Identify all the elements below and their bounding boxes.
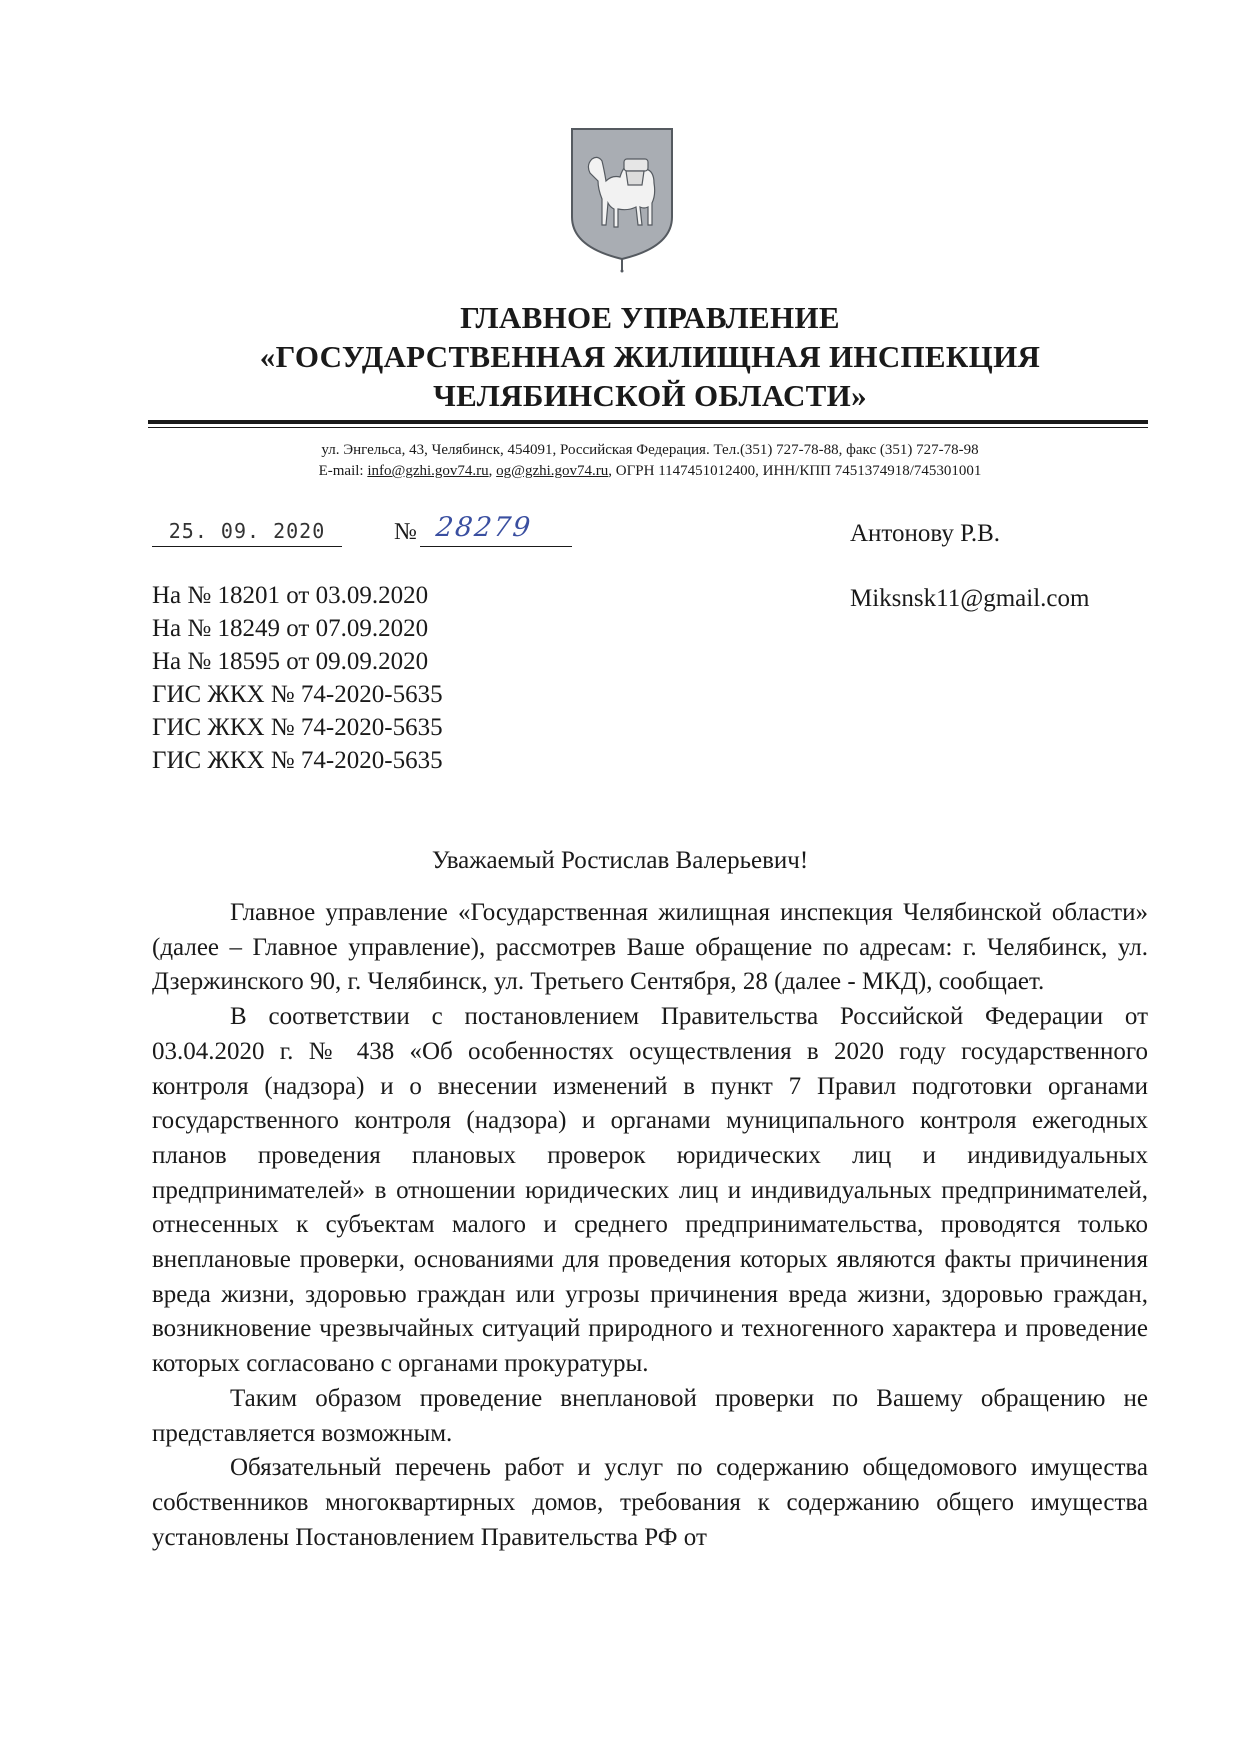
outgoing-date-field	[152, 516, 342, 547]
body-paragraph: Главное управление «Государственная жилищная инспекция Челябинской области» (далее – Главное управление), рассмотрев Ваше обращение по адресам: г. Челябинск, ул. Дзержинского 90, г. Челябинск, ул. Третьего Сентября, 28 (далее - МКД), сообщает.	[152, 899, 1148, 996]
email-link-og[interactable]: og@gzhi.gov74.ru	[496, 463, 609, 479]
outgoing-number-sign: №	[394, 519, 417, 545]
email-link-info[interactable]: info@gzhi.gov74.ru	[367, 463, 489, 479]
registration-ids: , ОГРН 1147451012400, ИНН/КПП 7451374918/745301001	[608, 463, 982, 479]
org-title-line2: «ГОСУДАРСТВЕННАЯ ЖИЛИЩНАЯ ИНСПЕКЦИЯ	[259, 339, 1041, 374]
body-paragraph: Таким образом проведение внеплановой проверки по Вашему обращению не представляется возможным.	[152, 1384, 1148, 1447]
camel-coat-of-arms-icon	[568, 125, 676, 273]
letter-body	[152, 896, 1148, 1555]
reference-item: На № 18249 от 07.09.2020	[152, 615, 429, 642]
outgoing-number-field	[420, 510, 572, 547]
reference-item: ГИС ЖКХ № 74-2020-5635	[152, 747, 443, 774]
outgoing-date-stamp: 25. 09. 2020	[168, 519, 326, 543]
body-paragraph: В соответствии с постановлением Правительства Российской Федерации от 03.04.2020 г. № 438 «Об особенностях осуществления в 2020 году государственного контроля (надзора) и о внесении изменений в пункт 7 Правил подготовки органами государственного контроля (надзора) и органами муниципального контроля ежегодных планов проведения плановых проверок юридических лиц и индивидуальных предпринимателей» в отношении юридических лиц и индивидуальных предпринимателей, отнесенных к субъектам малого и среднего предпринимательства, проводятся только внеплановые проверки, основаниями для проведения которых являются факты причинения вреда жизни, здоровью граждан или угрозы причинения вреда жизни, здоровью граждан, возникновение чрезвычайных ситуаций природного и техногенного характера и проведение которых согласовано с органами прокуратуры.	[152, 1003, 1148, 1378]
outgoing-number-handwritten: 28279	[434, 512, 534, 543]
contact-email-line: E-mail: info@gzhi.gov74.ru, og@gzhi.gov74.ru, ОГРН 1147451012400, ИНН/КПП 7451374918/745301001	[318, 463, 982, 479]
reference-item: На № 18201 от 03.09.2020	[152, 582, 429, 609]
body-paragraph: Обязательный перечень работ и услуг по содержанию общедомового имущества собственников многоквартирных домов, требования к содержанию общего имущества установлены Постановлением Правительства РФ от	[152, 1454, 1148, 1551]
reference-item: На № 18595 от 09.09.2020	[152, 648, 429, 675]
contact-details	[200, 440, 1100, 482]
reference-list	[152, 579, 443, 777]
contact-address: ул. Энгельса, 43, Челябинск, 454091, Российская Федерация. Тел.(351) 727-78-88, факс (351) 727-78-98	[321, 442, 979, 458]
header-divider-thin	[148, 427, 1148, 428]
org-title-line1: ГЛАВНОЕ УПРАВЛЕНИЕ	[460, 300, 840, 335]
reference-item: ГИС ЖКХ № 74-2020-5635	[152, 681, 443, 708]
recipient-name: Антонову Р.В.	[850, 520, 1001, 547]
header-divider-thick	[148, 420, 1148, 424]
org-title-line3: ЧЕЛЯБИНСКОЙ ОБЛАСТИ»	[433, 378, 867, 413]
organization-title	[140, 298, 1160, 415]
reference-item: ГИС ЖКХ № 74-2020-5635	[152, 714, 443, 741]
recipient-email: Miksnsk11@gmail.com	[850, 585, 1090, 612]
salutation: Уважаемый Ростислав Валерьевич!	[431, 847, 809, 874]
coat-of-arms-emblem	[568, 125, 676, 273]
